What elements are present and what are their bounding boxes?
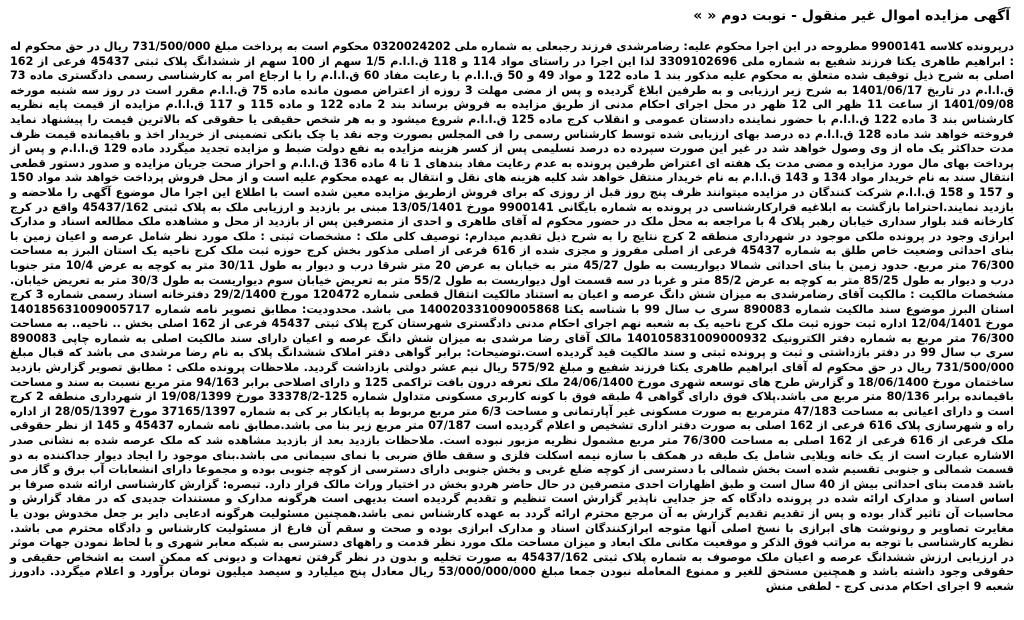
notice-body: درپرونده کلاسه 9900141 مطروحه در این اجرا محکوم علیه: رضامرشدی فرزند رجبعلی به شماره ملی 0320024202 محکوم است به پرداخت مبلغ 731/500/000 ریال در حق محکوم له : ابراهیم طاهری یکتا فرزند شفیع به شماره ملی 3309102696 لذا این اجرا در راستای مواد 114 و 118 ق.ا.ا.م 1/5 سهم از 100 سهم از ششدانگ پلاک ثبتی 45437 فرعی از 162 اصلی به شرح ذیل توقیف شده متعلق به محکوم علیه مذکور بند 1 ماده 122 و مواد 49 و 50 ق.ا.ا.م با رعایت مفاد 60 ق.ا.ا.م را با ارجاع امر به کارشناسی رسمی دادگستری ماده 73 ق.ا.ا.م در تاریخ 1401/06/17 به شرح زیر ارزیابی و به طرفین ابلاغ گردیده و پس از مضی مهلت 3 روزه از اعتراض مصون مانده ماده 75 ق.ا.ا.م مقرر است در روز سه شنبه مورخه 1401/09/08 از ساعت 11 ظهر الی 12 ظهر در محل اجرای احکام مدنی از طریق مزایده به فروش برساند بند 2 ماده 122 و ماده 115 و 117 ق.ا.ا.م مزایده از قیمت پایه نظریه کارشناس بند 3 ماده 122 ق.ا.ا.م با حضور نماینده دادستان عمومی و انقلاب کرج ماده 125 ق.ا.ا.م شروع میشود و به هر شخص حقیقی یا حقوقی که بالاترین قیمت را پیشنهاد نماید فروخته خواهد شد ماده 128 ق.ا.ا.م ده درصد بهای ارزیابی شده توسط کارشناس رسمی را فی المجلس بصورت وجه نقد یا چک بانکی تضمینی از خریدار اخذ و باقیمانده قیمت ظرف مدت حداکثر یک ماه از وی وصول خواهد شد در غیر این صورت سپرده ده درصد تسلیمی پس از کسر هزینه مزایده به نفع دولت ضبط و مزایده تجدید میگردد ماده 129 ق.ا.ا.م و پس از پرداخت بهای مال مورد مزایده و مضی مدت یک هفته ای اعتراض طرفین پرونده به عدم رعایت مفاد بندهای 1 تا 4 ماده 136 ق.ا.ا.م و احراز صحت جریان مزایده و صدور دستور قطعی انتقال سند به نام خریدار مواد 134 و 143 ق.ا.ا.م به نام خریدار منتقل خواهد شد کلیه هزینه های نقل و انتقال به عهده محکوم علیه است و از محل فروش پرداخت خواهد شد مواد 150 و 157 و 158 ق.ا.ا.م شرکت کنندگان در مزایده میتوانند ظرف پنج روز قبل از روزی که برای فروش ازطریق مزایده معین شده است با اطلاع این اجرا مال موضوع آگهی را ملاحضه و بازدید نمایند.احتراما بازگشت به ابلاغیه قرارکارشناسی در پرونده به شماره بایگانی 9900141 مورخ 13/05/1401 مبنی بر بازدید و ارزیابی ملک به پلاک ثبتی 45437/162 واقع در کرج کارخانه قند بلوار سداری خیابان رهبر پلاک 4 با مراجعه به محل ملک در حضور محکوم له آقای طاهری و احدی از متصرفین پس از بازدید از محل و مشاهده ملک مطالعه اسناد و مدارک ابرازی وجود در پرونده ملکی موجود در شهرداری منطقه 2 کرج نتایج را به شرح ذیل تقدیم میدارم: توصیف کلی ملک : مشخصات ثبتی : ملک مورد نظر شامل عرصه و اعیان زمین با بنای احداثی وضعیت خاص طلق به شماره 45437 فرعی از اصلی مفروز و مجزی شده از 616 فرعی از اصلی مذکور بخش کرج حوزه ثبت ملک کرج ناحیه یک استان البرز به مساحت 76/300 متر مربع. حدود زمین با بنای احداثی شمالا دیواریست به طول 45/27 متر به خیابان به عرض 20 متر شرقا درب و دیوار به طول 30/11 متر به کوچه به عرض 10/4 متر جنوبا درب و دیوار به طول 85/25 متر به کوچه به عرض 85/2 متر و غربا در سه قسمت اول دیواریست به طول 55/2 متر به تعریض خیابان سوم دیواریست به طول 30/3 متر به تعریض خیابان. مشخصات مالکیت : مالکیت آقای رضامرشدی به میزان شش دانگ عرصه و اعیان به استناد مالکیت انتقال قطعی شماره 120472 مورخ 29/2/1400 دفترخانه اسناد رسمی شماره 3 کرج استان البرز موضوع سند مالکیت شماره 890083 سری ب سال 99 با شناسه یکتا 140020331009005868 می باشد. محدودیت: مطابق تصویر نامه شماره 140185631009005717 مورخ 12/04/1401 اداره ثبت حوزه ثبت ملک کرج ناحیه یک به شعبه نهم اجرای احکام مدنی دادگستری شهرستان کرج پلاک ثبتی 45437 فرعی از 162 اصلی بخش .. ناحیه.. به مساحت 76/300 متر مربع به شماره دفتر الکترونیک 140105831009000932 مالک آقای رضا مرشدی به میزان شش دانگ عرصه و اعیان دارای سند مالکیت اصلی به شماره چاپی 890083 سری ب سال 99 در دفتر بازداشتی و ثبت و پرونده ثبتی و سند مالکیت قید گردیده است.توضیحات: برابر گواهی دفتر املاک ششدانگ پلاک به نام رضا مرشدی می باشد که قبال مبلغ 731/500/000 ریال در حق محکوم له آقای ابراهیم طاهری یکتا فرزند شفیع و مبلغ 575/92 ریال نیم عشر دولتی بازداشت گردید. ملاحظات پرونده ملکی : مطابق تصویر گزارش بازدید ساختمان مورخ 18/06/1400 و گزارش طرح های توسعه شهری مورخ 24/06/1400 ملک تعرفه درون بافت تراکمی 125 و دارای اصلاحی برابر 94/163 متر مربع نسبت به سند و مساحت باقیمانده برابر 80/136 متر مربع می باشد.پلاک فوق دارای گواهی 4 طبقه فوق با کونه کاربری مسکونی متداول شماره 125-33378/2 مورخ 19/08/1399 از شهرداری منطقه 2 کرج است و دارای اعیانی به مساحت 47/183 مترمربع به صورت مسکونی غیر آپارتمانی و مساحت 6/3 متر مربع مربوط به پایانکار بر کی به شماره 37165/1397 مورخ 28/05/1397 از اداره راه و شهرسازی پلاک 616 فرعی از 162 اصلی به صورت دفتر اداری تشخیص و اعلام گردیده است 07/187 متر مربع زیر بنا می باشد.مطابق نامه شماره 45437 و 145 از نظر حقوقی ملک فرعی از 616 فرعی از 162 اصلی به مساحت 76/300 متر مربع مشمول نظریه مزبور نبوده است. ملاحظات بازدید بعد از بازدید مشاهده شد که ملک عرصه شده به نشانی صدر الاشاره عبارت است از یک خانه ویلایی شامل یک طبقه در همکف با سازه نیمه اسکلت فلزی و سقف طاق ضربی با نمای سیمانی می باشد.بنای موجود را ایجاد دیوار جداکننده به دو قسمت شمالی و جنوبی تقسیم شده است بخش شمالی با دسترسی از کوچه ضلع غربی و بخش جنوبی دارای دسترسی از کوچه جنوبی بوده و مجموعا دارای انشعابات آب برق و گاز می باشد قدمت بنای احداثی بیش از 40 سال است و طبق اظهارات احدی متصرفین در حال حاضر هردو بخش در اختیار وراث مالک قرار دارد. تبصره: گزارش کارشناسی ارائه شده صرفا بر اساس اسناد و مدارک ارائه شده در پرونده دادگاه که جز جدایی ناپذیر گزارش است تنظیم و تقدیم گردیده است بدیهی است هرگونه مدارک و مستندات جدیدی که در مفاد گزارش و محاسبات آن تاثیر گذار بوده و پس از تقدیم تقدیم گزارش به آن مرجع محترم ارائه گردد به عهده کارشناس نمی باشد.همچنین مسئولیت هرگونه ادعایی دایر بر جعل مخدوش بودن یا مغایرت تصاویر و رونوشت های ابرازی با نسخ اصلی آنها متوجه ابرازکنندگان اسناد و مدارک ابرازی بوده و صحت و سقم آن فارغ از مسئولیت کارشناس و دادگاه محترم می باشد. نظریه کارشناسی با توجه به مراتب فوق الذکر و موقعیت مکانی ملک ابعاد و میزان مساحت ملک مورد نظر قدمت و راههای دسترسی به شبکه معابر شهری و با لحاظ نمودن جهات موثر در ارزیابی ارزش ششدانگ عرصه و اعیان ملک موصوف به شماره پلاک ثبتی 45437/162 به صورت تخلیه و بدون در نظر گرفتن تعهدات و دیونی که ممکن است به اشخاص حقیقی و حقوقی وجود داشته باشد و همچنین مستحق للغیر و ممنوع المعامله نبودن جمعا مبلغ 53/000/000/000 ریال معادل پنج میلیارد و سیصد میلیون تومان برآورد و اعلام میگردد. دادورز شعبه 9 اجرای احکام مدنی کرج - لطفی منش xyxy=(10,40,1015,593)
notice-title: آگهی مزایده اموال غیر منقول - نوبت دوم « » xyxy=(693,8,1010,24)
